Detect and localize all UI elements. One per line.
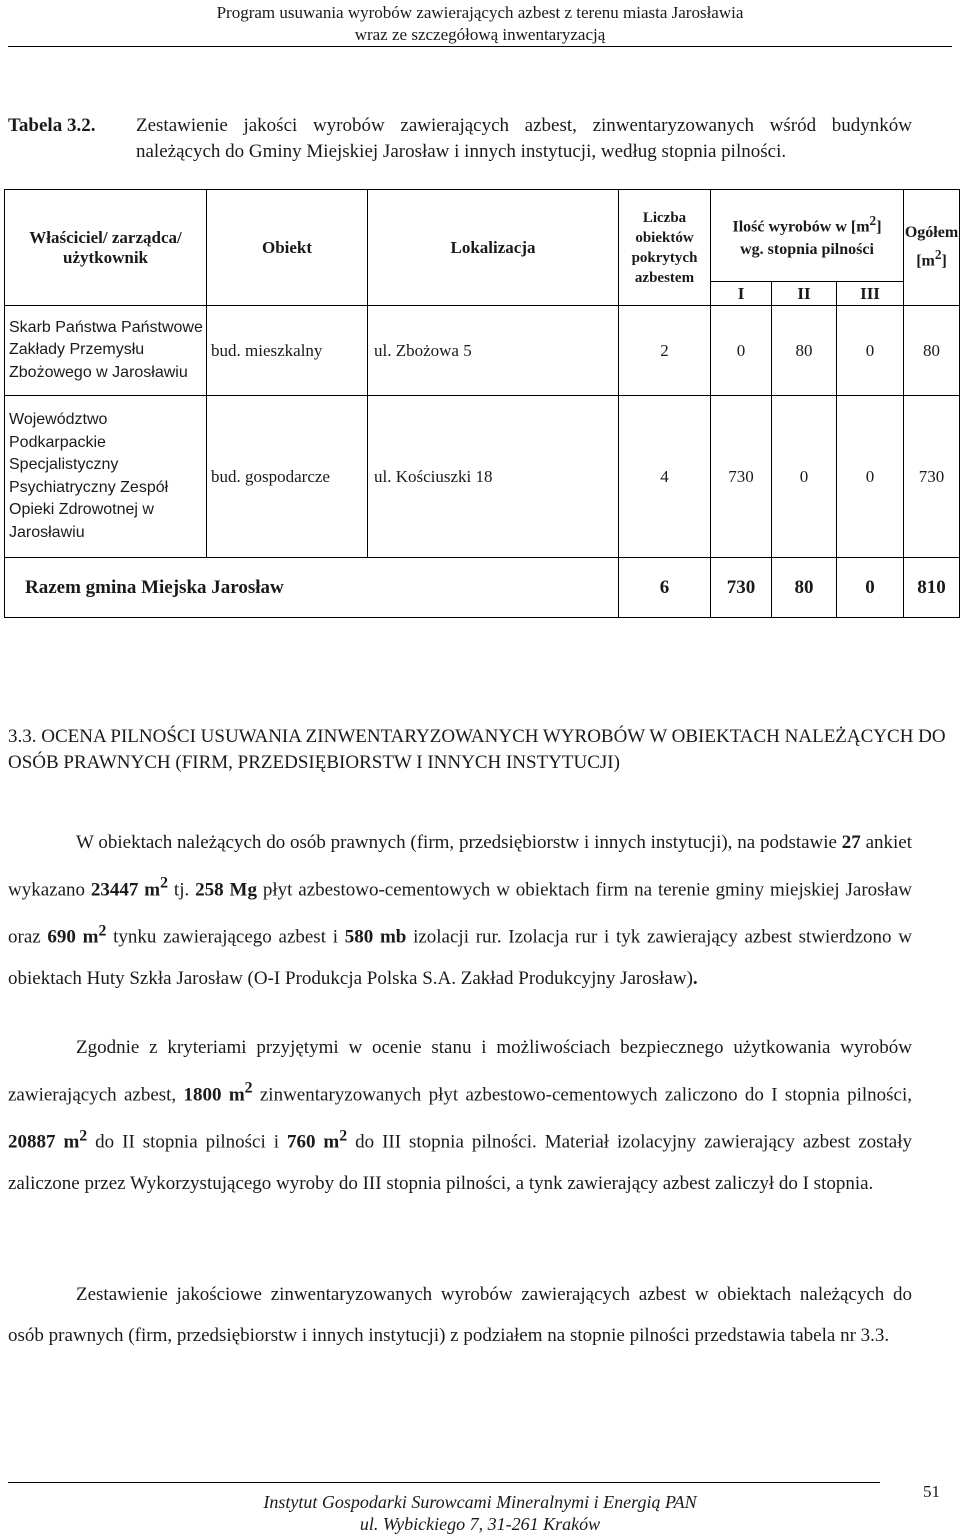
header-grade-ii: II [772,282,837,306]
summary-label: Razem gmina Miejska Jarosław [5,558,619,618]
paragraph-criteria: Zgodnie z kryteriami przyjętymi w ocenie stanu i możliwościach bezpiecznego użytkowania wyrobów zawierających azbest, 1800 $m^2$ zinwentaryzowanych płyt azbestowo-cementowych zaliczono do I stopnia pilności, 20887 $m^2$ do II stopnia pilności i 760 $m^2$ do III stopnia pilności. Materiał izolacyjny zawierający azbest zostały zaliczone przez Wykorzystującego wyroby do III stopnia pilności, a tynk zawierający azbest zaliczył do I stopnia. [8,1037,913,1194]
section-heading: 3.3. OCENA PILNOŚCI USUWANIA ZINWENTARYZOWANYCH WYROBÓW W OBIEKTACH NALEŻĄCYCH DO OSÓB PRAWNYCH (FIRM, PRZEDSIĘBIORSTW I INNYCH INSTYTUCJI) [8,726,946,773]
cell-object: bud. mieszkalny [207,306,368,396]
cell-count: 2 [619,306,711,396]
header-object: Obiekt [207,190,368,306]
header-count: Liczba obiektów pokrytych azbestem [619,190,711,306]
running-header-title: Program usuwania wyrobów zawierających azbest z terenu miasta Jarosławia [216,3,744,22]
summary-grade-ii: 80 [772,558,837,618]
footer-address: ul. Wybickiego 7, 31-261 Kraków [359,1514,601,1534]
cell-owner: Skarb Państwa Państwowe Zakłady Przemysłu Zbożowego w Jarosławiu [5,306,207,396]
running-header-subtitle: wraz ze szczegółową inwentaryzacją [354,25,606,44]
paragraph-legal-entities: W obiektach należących do osób prawnych (firm, przedsiębiorstw i innych instytucji), na podstawie 27 ankiet wykazano 23447 $m^2$ tj. 258 Mg płyt azbestowo-cementowych w obiektach firm na terenie gminy miejskiej Jarosław oraz 690 $m^2$ tynku zawierającego azbest i 580 mb izolacji rur. Izolacja rur i tyk zawierający azbest stwierdzono w obiektach Huty Szkła Jarosław (O-I Produkcja Polska S.A. Zakład Produkcyjny Jarosław). [8,832,912,989]
cell-grade-i: 730 [711,396,772,558]
table-caption-label: Tabela 3.2. [8,115,96,136]
summary-grade-iii: 0 [837,558,904,618]
header-quantity: Ilość wyrobów w $[m^2]$ wg. stopnia pilności [711,190,904,282]
header-grade-iii: III [837,282,904,306]
footer-rule [8,1482,880,1483]
paragraph-summary: Zestawienie jakościowe zinwentaryzowanych wyrobów zawierających azbest w obiektach należących do osób prawnych (firm, przedsiębiorstw i innych instytucji) z podziałem na stopnie pilności przedstawia tabela nr 3.3. [8,1284,912,1346]
header-rule [8,46,952,47]
cell-grade-ii: 80 [772,306,837,396]
summary-grade-i: 730 [711,558,772,618]
header-total: Ogółem $[m^2]$ [904,190,960,306]
asbestos-quality-table [4,189,960,618]
cell-location: ul. Zbożowa 5 [368,306,619,396]
header-location: Lokalizacja [368,190,619,306]
cell-total: 730 [904,396,960,558]
cell-object: bud. gospodarcze [207,396,368,558]
cell-location: ul. Kościuszki 18 [368,396,619,558]
cell-grade-iii: 0 [837,306,904,396]
header-owner: Właściciel/ zarządca/ użytkownik [5,190,207,306]
header-grade-i: I [711,282,772,306]
summary-total: 810 [904,558,960,618]
page-number: 51 [923,1482,940,1501]
summary-row [5,558,960,618]
cell-grade-ii: 0 [772,396,837,558]
footer-institute: Instytut Gospodarki Surowcami Mineralnymi i Energią PAN [263,1492,697,1512]
summary-count: 6 [619,558,711,618]
table-row [5,306,960,396]
cell-grade-iii: 0 [837,396,904,558]
table-caption-text: Zestawienie jakości wyrobów zawierających azbest, zinwentaryzowanych wśród budynków należących do Gminy Miejskiej Jarosław i innych instytucji, według stopnia pilności. [136,115,912,162]
cell-grade-i: 0 [711,306,772,396]
cell-count: 4 [619,396,711,558]
table-row [5,396,960,558]
cell-total: 80 [904,306,960,396]
cell-owner: Województwo Podkarpackie Specjalistyczny Psychiatryczny Zespół Opieki Zdrowotnej w Jarosławiu [5,396,207,558]
